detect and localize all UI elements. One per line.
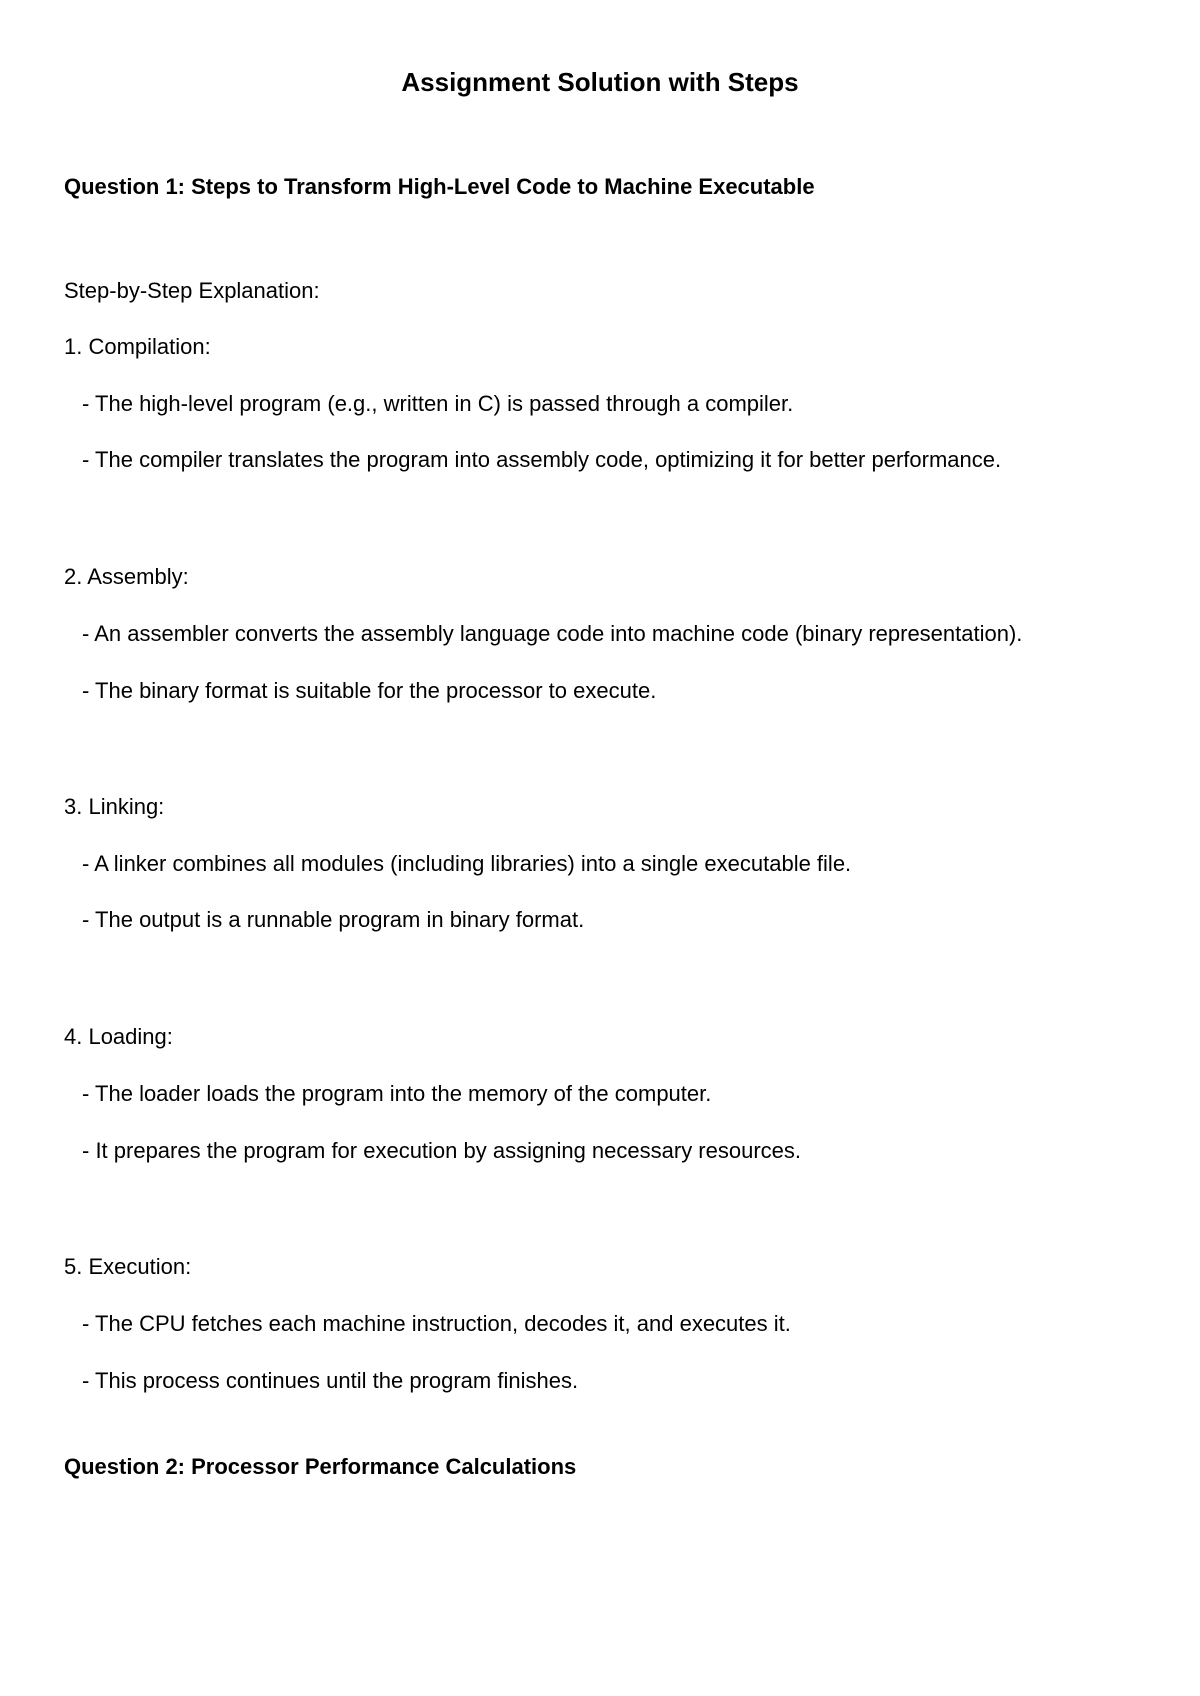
question-1-heading: Question 1: Steps to Transform High-Level Code to Machine Executable bbox=[64, 174, 815, 199]
step-3-label: 3. Linking: bbox=[64, 794, 165, 819]
explanation-intro: Step-by-Step Explanation: bbox=[64, 278, 320, 303]
step-5-point-1: - The CPU fetches each machine instruction, decodes it, and executes it. bbox=[82, 1311, 791, 1336]
step-2-point-2: - The binary format is suitable for the processor to execute. bbox=[82, 678, 657, 703]
step-4-point-2: - It prepares the program for execution by assigning necessary resources. bbox=[82, 1138, 802, 1163]
step-2-point-1: - An assembler converts the assembly language code into machine code (binary representation). bbox=[82, 621, 1023, 646]
step-1-label: 1. Compilation: bbox=[64, 334, 211, 359]
step-3-point-1: - A linker combines all modules (including libraries) into a single executable file. bbox=[82, 851, 852, 876]
step-1-point-1: - The high-level program (e.g., written in C) is passed through a compiler. bbox=[82, 391, 794, 416]
step-1-point-2: - The compiler translates the program into assembly code, optimizing it for better performance. bbox=[82, 447, 1002, 472]
step-3-point-2: - The output is a runnable program in binary format. bbox=[82, 907, 585, 932]
step-4-label: 4. Loading: bbox=[64, 1024, 173, 1049]
step-5-point-2: - This process continues until the program finishes. bbox=[82, 1368, 579, 1393]
step-2-label: 2. Assembly: bbox=[64, 564, 189, 589]
question-2-heading: Question 2: Processor Performance Calculations bbox=[64, 1454, 577, 1479]
step-4-point-1: - The loader loads the program into the memory of the computer. bbox=[82, 1081, 712, 1106]
document-title: Assignment Solution with Steps bbox=[401, 67, 799, 97]
step-5-label: 5. Execution: bbox=[64, 1254, 192, 1279]
